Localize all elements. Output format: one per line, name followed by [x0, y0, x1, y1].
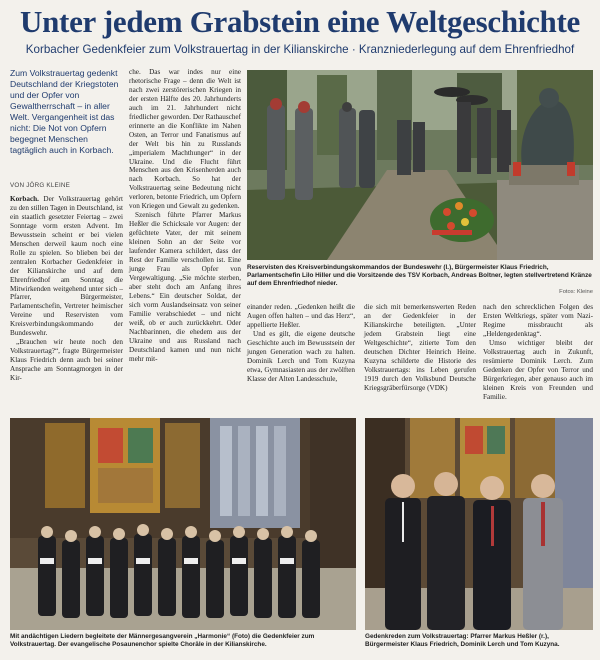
paragraph: Szenisch führte Pfarrer Markus Heßler die Schicksale vor Augen: der gefüchtete Vater, der mit seinem kleinen Sohn an der Seite vor laufender Kamera schildert, dass der Rest der Familie verschollen ist. Eine junge Frau als Opfer von Vergewaltigung. „Sie möchte sterben, aber steht doch am Anfang ihres Lebens.“ Ein deutscher Soldat, der sich vorm Auslandseinsatz von seiner Familie verabschiedet – und nicht weiß, ob er auch zurückkehrt. Oder Nachbarinnen, die ehedem aus der Ukraine und aus Russland nach Deutschland kamen und nun nicht mehr mit- [129, 211, 241, 363]
photo-choir-in-church [10, 418, 356, 630]
paragraph: Umso wichtiger bleibt der Volkstrauertag auch in Zukunft, resümierte Dominik Lerch. Zum Gedenken der Opfer von Terror und Bürgerkriegen, aber genauso auch im kleinen Kreis von Freunden und Familie. [483, 338, 593, 401]
article-column-4 [364, 303, 476, 393]
paragraph: Der Volkstrauertag gehört zu den stillen Tagen in Deutschland, ist ein staatlich gesetzter Feiertag – zwei Sonntage vorm ersten Advent. Im Bewusstsein scheint er bei vielen Menschen derweil kaum noch eine Rolle zu spielen. So blieben bei der zentralen Korbacher Gedenkfeier in der Kilianskirche und auf dem Ehrenfriedhof am Sonntag die Mitwirkenden weitgehend unter sich – Pfarrer, Bürgermeister, Parlamentschefin, Vertreter heimischer Vereine und Reservisten vom Kreisverbindungskommando der Bundeswehr. [10, 195, 123, 338]
paragraph: Und es gilt, die eigene deutsche Geschichte auch im Bewusstsein der jungen Generation wach zu halten. Dominik Lerch und Tom Kuzyna etwa, Gymnasiasten aus der zwölften Klasse der Alten Landesschule, [247, 329, 355, 383]
photo-cemetery-wreath-laying [247, 70, 593, 260]
article-column-5 [483, 303, 593, 401]
paragraph: che. Das war indes nur eine rhetorische Frage – denn die Welt ist nach zwei zerstörerischen Kriegen in der ersten Hälfte des 20. Jahrhunderts auch im 21. Jahrhundert nicht friedlicher geworden. Der Rathauschef erinnerte an die Konflikte im Nahen Osten, an Terror und Fanatismus auf der Welt bis hin zu Russlands „imperialem Machthunger“ in der Ukraine. Und die Flucht führt Menschen aus den Krisenherden auch nach Korbach. So hat der Volkstrauertag seine Bedeutung nicht verloren, betonte Friedrich, um Opfern von Kriegen und Gewalt zu gedenken. [129, 68, 241, 211]
article-column-1 [10, 195, 123, 383]
subheadline: Korbacher Gedenkfeier zum Volkstrauertag in der Kilianskirche · Kranzniederlegung auf dem Ehrenfriedhof [25, 43, 575, 56]
paragraph: die sich mit bemerkenswerten Reden an der Gedenkfeier in der Kilianskirche beteiligten. „Unter jedem Grabstein liegt eine Weltgeschichte“, zitierte Tom den deutschen Dichter Heinrich Heine. Kuzyna schilderte die Historie des Volkstrauertags: ins Leben gerufen 1919 durch den Volksbund Deutsche Kriegsgräberfürsorge (VDK) [364, 303, 476, 392]
photo-caption: Gedenkreden zum Volkstrauertag: Pfarrer Markus Heßler (r.), Bürgermeister Klaus Friedrich, Dominik Lerch und Tom Kuzyna. [365, 633, 560, 649]
teaser-text: Zum Volkstrauertag gedenkt Deutschland der Kriegstoten und der Opfer von Gewaltherrschaft – in aller Welt. Vergangenheit ist das nicht: Die Not von Opfern begegnet Menschen tagtäglich auch in Korbach. [10, 68, 119, 155]
paragraph: „Brauchen wir heute noch den Volkstrauertag?“, fragte Bürgermeister Klaus Friedrich denn auch bei seiner Ansprache am Sonntagmorgen in der Kir- [10, 338, 123, 383]
paragraph: nach den schrecklichen Folgen des Ersten Weltkriegs, später vom Nazi-Regime missbraucht als „Heldengedenktag“. [483, 303, 593, 338]
photo-speakers-in-church [365, 418, 593, 630]
byline: VON JÖRG KLEINE [10, 182, 71, 189]
dateline: Korbach. [10, 195, 39, 203]
photo-caption: Reservisten des Kreisverbindungskommandos der Bundeswehr (l.), Bürgermeister Klaus Friedrich, Parlamentschefin Lilo Hiller und die Vorsitzende des TSV Korbach, Andreas Boltner, legten stellvertretend Kränze auf dem Ehrenfriedhof nieder. [247, 264, 592, 288]
photo-credit: Fotos: Kleine [559, 289, 593, 295]
headline: Unter jedem Grabstein eine Weltgeschichte [20, 4, 580, 39]
photo-caption: Mit andächtigen Liedern begleitete der Männergesangverein „Harmonie“ (Foto) die Gedenkfeier zum Volkstrauertag. Der evangelische Posaunenchor spielte Choräle in der Kilianskirche. [10, 633, 315, 649]
article-column-3 [247, 303, 355, 384]
article-column-2 [129, 68, 241, 363]
paragraph: einander reden. „Gedenken heißt die Augen offen halten – und das Herz“, appellierte Heßler. [247, 303, 355, 329]
